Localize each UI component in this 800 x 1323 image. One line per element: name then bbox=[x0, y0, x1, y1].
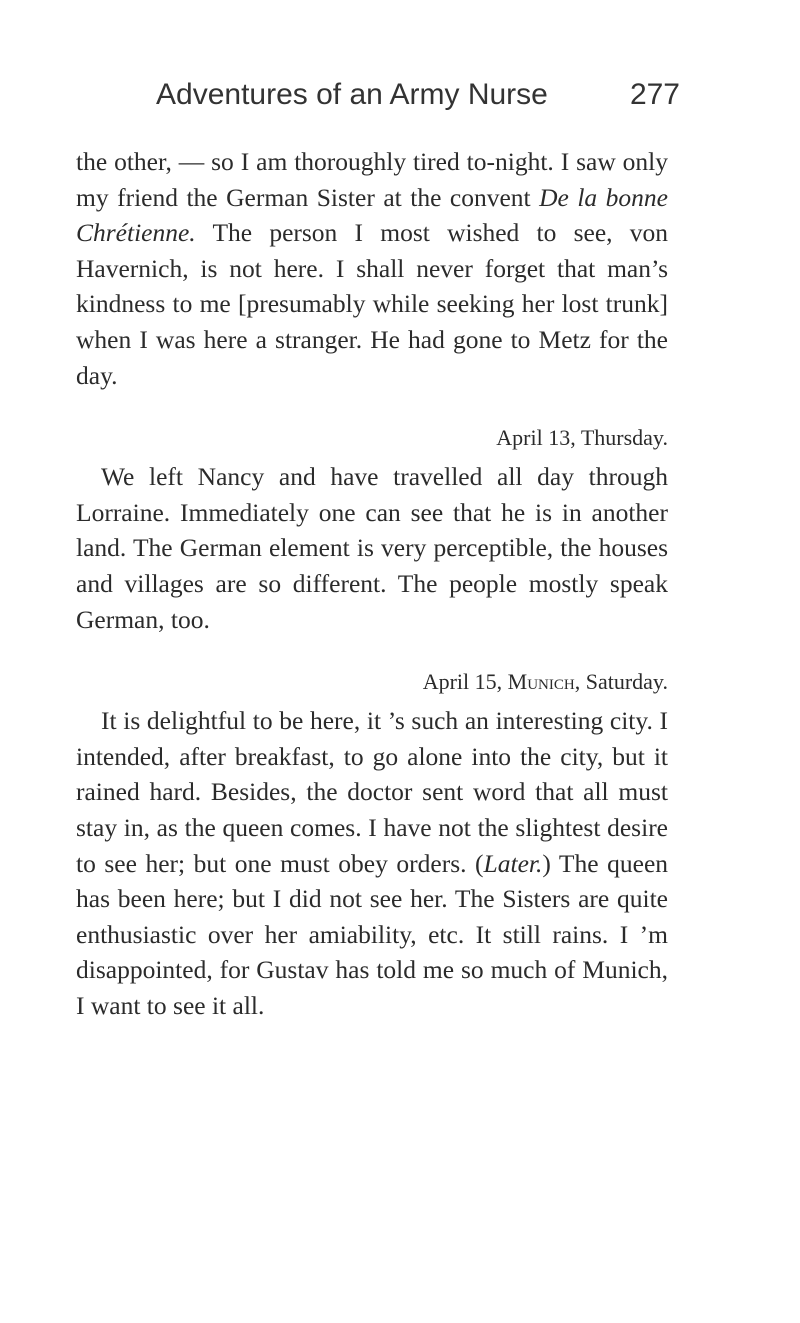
paragraph-text: It is delightful to be here, it ’s such an interesting city. I intended, after breakfast, to go alone into the city, but it rained hard. Besides, the doctor sent word that all must stay in, as the queen comes. I have not the slightest desire to see her; but one must obey orders. ( bbox=[76, 706, 668, 878]
paragraph-text: the other, — so I am thoroughly tired to-night. I saw only my friend the German Sister at the convent bbox=[76, 147, 668, 212]
paragraph-text: The person I most wished to see, von Havernich, is not here. I shall never forget that man’s kindness to me [presumably while seeking her lost trunk] when I was here a stranger. He had gone to Metz for the day. bbox=[76, 218, 668, 390]
dateline-day: , Saturday. bbox=[574, 669, 668, 695]
dateline-april-15 bbox=[76, 667, 668, 697]
dateline-april-13: April 13, Thursday. bbox=[496, 425, 668, 451]
dateline-date: April 15, bbox=[422, 669, 508, 695]
convent-name: De la bonne Chrétienne. bbox=[76, 182, 668, 248]
running-header bbox=[76, 72, 680, 118]
paragraph-continued bbox=[76, 144, 668, 393]
page-number: 277 bbox=[629, 78, 680, 111]
entry-april-15 bbox=[76, 703, 668, 1023]
body-text bbox=[76, 144, 668, 1023]
later-note: Later. bbox=[483, 848, 543, 878]
entry-april-13: We left Nancy and have travelled all day through Lorraine. Immediately one can see that he is in another land. The German element is very perceptible, the houses and villages are so different. The people mostly speak German, too. bbox=[76, 462, 668, 634]
dateline-place: Munich bbox=[507, 669, 575, 695]
header-title: Adventures of an Army Nurse bbox=[156, 78, 548, 111]
paragraph-text: ) The queen has been here; but I did not see her. The Sisters are quite enthusiastic over her amiability, etc. It still rains. I ’m disappointed, for Gustav has told me so much of Munich, I want to see it all. bbox=[76, 848, 669, 1020]
